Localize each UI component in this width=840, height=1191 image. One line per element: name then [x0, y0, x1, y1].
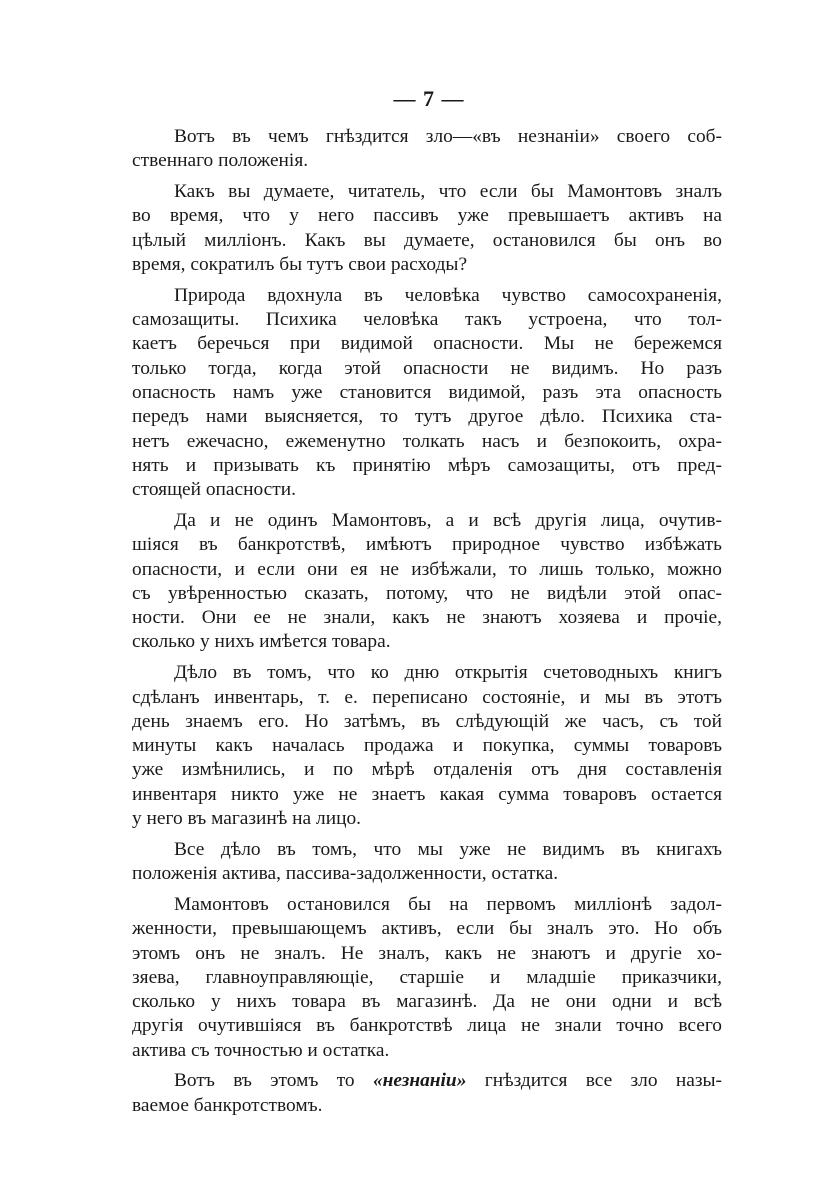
text-line: время, сократилъ бы тутъ свои расходы?: [132, 253, 468, 275]
text-line: самозащиты. Психика человѣка такъ устроена, что тол-: [132, 309, 722, 331]
text-line: Вотъ въ чемъ гнѣздится зло—«въ незнаніи» своего соб-: [174, 126, 722, 147]
text-line: ваемое банкротствомъ.: [132, 1094, 323, 1116]
text-line: нетъ ежечасно, ежеменутно толкать насъ и безпокоить, охра-: [132, 430, 722, 452]
text-fragment: Вотъ въ этомъ то: [174, 1070, 373, 1092]
text-line: передъ нами выясняется, то тутъ другое дѣло. Психика ста-: [132, 406, 722, 428]
text-line: Мамонтовъ остановился бы на первомъ милліонѣ задол-: [174, 893, 722, 915]
emphasis-text: «незнаніи»: [372, 1070, 467, 1092]
paragraph-5: [132, 661, 722, 831]
text-fragment: гнѣздится все зло назы-: [466, 1070, 722, 1092]
paragraph-3: [132, 284, 722, 503]
text-line: только тогда, когда этой опасности не видимъ. Но разъ: [132, 357, 722, 379]
text-line: шіяся въ банкротствѣ, имѣютъ природное чувство избѣжать: [132, 534, 722, 556]
text-line: ности. Они ее не знали, какъ не знаютъ хозяева и прочіе,: [132, 607, 722, 629]
text-line: минуты какъ началась продажа и покупка, суммы товаровъ: [132, 735, 722, 757]
text-line: [132, 1069, 722, 1093]
text-line: во время, что у него пассивъ уже превышаетъ активъ на: [132, 205, 722, 227]
paragraph-8: [132, 1069, 722, 1118]
text-line: Природа вдохнула въ человѣка чувство самосохраненія,: [174, 284, 722, 306]
text-line: актива съ точностью и остатка.: [132, 1039, 390, 1061]
paragraph-2: [132, 180, 722, 277]
text-line: Все дѣло въ томъ, что мы уже не видимъ въ книгахъ: [174, 838, 722, 860]
text-line: нять и призывать къ принятію мѣръ самозащиты, отъ пред-: [132, 454, 722, 476]
text-line: каетъ беречься при видимой опасности. Мы не бережемся: [132, 333, 722, 355]
text-line: Дѣло въ томъ, что ко дню открытія счетоводныхъ книгъ: [174, 662, 722, 684]
text-line: женности, превышающемъ активъ, если бы зналъ это. Но объ: [132, 918, 722, 940]
text-line: опасности, и если они ея не избѣжали, то лишь только, можно: [132, 558, 722, 580]
paragraph-6: [132, 838, 722, 887]
page-body: [132, 125, 722, 1125]
text-line: сколько у нихъ товара въ магазинѣ. Да не они одни и всѣ: [132, 991, 722, 1013]
text-line: другія очутившіяся въ банкротствѣ лица не знали точно всего: [132, 1015, 722, 1037]
text-line: уже измѣнились, и по мѣрѣ отдаленія отъ дня составленія: [132, 759, 722, 781]
text-line: стоящей опасности.: [132, 479, 296, 501]
text-line: цѣлый милліонъ. Какъ вы думаете, остановился бы онъ во: [132, 229, 722, 251]
paragraph-4: [132, 509, 722, 655]
text-line: сколько у нихъ имѣется товара.: [132, 631, 391, 653]
page-number: — 7 —: [393, 86, 465, 111]
paragraph-7: [132, 893, 722, 1063]
text-line: у него въ магазинѣ на лицо.: [132, 808, 361, 830]
text-line: этомъ онъ не зналъ. Не зналъ, какъ не знаютъ и другіе хо-: [132, 942, 722, 964]
text-line: съ увѣренностью сказать, потому, что не видѣли этой опас-: [132, 582, 722, 604]
text-line: день знаемъ его. Но затѣмъ, въ слѣдующій же часъ, съ той: [132, 710, 722, 732]
text-line: опасность намъ уже становится видимой, разъ эта опасность: [132, 381, 722, 403]
text-line: инвентаря никто уже не знаетъ какая сумма товаровъ остается: [132, 783, 722, 805]
paragraph-1: [132, 125, 722, 174]
text-line: Да и не одинъ Мамонтовъ, а и всѣ другія лица, очутив-: [174, 509, 722, 531]
text-line: зяева, главноуправляющіе, старшіе и младшіе приказчики,: [132, 966, 722, 988]
text-line: ственнаго положенія.: [132, 150, 309, 172]
text-line: сдѣланъ инвентарь, т. е. переписано состояніе, и мы въ этотъ: [132, 686, 722, 708]
text-line: положенія актива, пассива-задолженности, остатка.: [132, 863, 559, 885]
text-line: Какъ вы думаете, читатель, что если бы Мамонтовъ зналъ: [174, 181, 722, 203]
